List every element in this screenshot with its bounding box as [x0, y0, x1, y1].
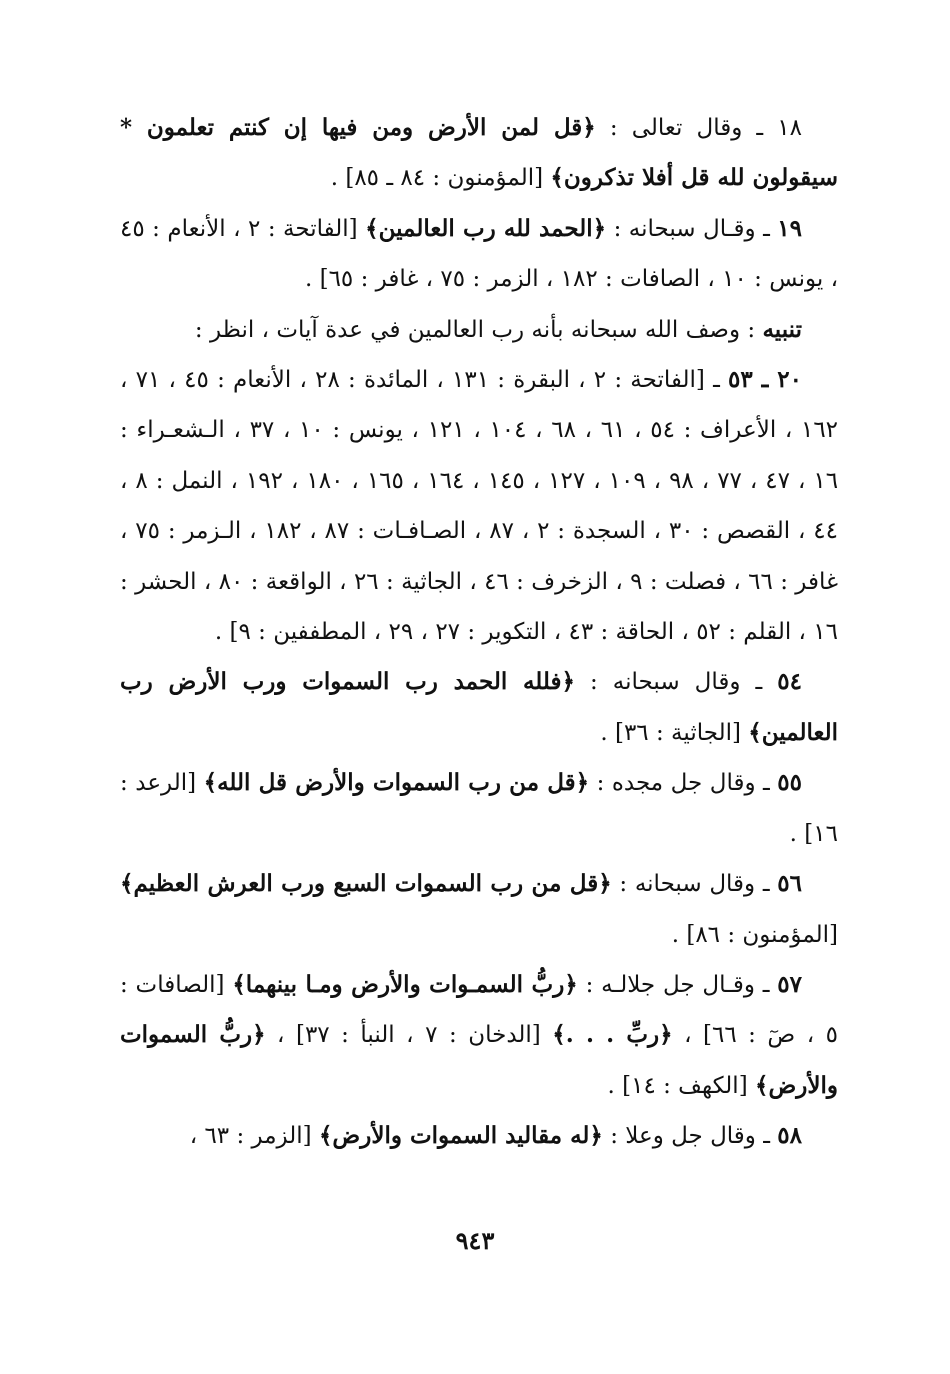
- page-number: ٩٤٣: [455, 1226, 495, 1255]
- bold-text-segment: تنبيه: [762, 315, 802, 343]
- text-segment: ـ وقـال سبحانه :: [606, 215, 778, 242]
- text-segment: [الكهف : ١٤] .: [607, 1072, 755, 1099]
- bold-text-segment: ﴿ربِّ . . .﴾: [552, 1021, 673, 1049]
- text-segment: [الدخان : ٧ ، النبأ : ٣٧] ،: [265, 1022, 553, 1049]
- page-body: [120, 103, 838, 1162]
- text-segment: ـ وقال جل وعلا :: [602, 1123, 778, 1150]
- text-segment: [المؤمنون : ٨٦] .: [671, 921, 838, 948]
- bold-text-segment: ٥٤: [777, 668, 802, 696]
- paragraph: [120, 204, 838, 305]
- paragraph: [120, 960, 838, 1111]
- text-segment: ـ وقال سبحانه :: [611, 871, 778, 898]
- text-segment: [المؤمنون : ٨٤ ـ ٨٥] .: [330, 165, 551, 192]
- paragraph: [120, 355, 838, 657]
- paragraph: [120, 1111, 838, 1161]
- bold-text-segment: ٢٠ ـ ٥٣: [728, 366, 802, 394]
- text-segment: ـ وقال جل مجده :: [589, 770, 778, 797]
- bold-text-segment: ﴿قل من رب السموات والأرض قل الله﴾: [203, 769, 590, 797]
- bold-text-segment: ﴿الحمد لله رب العالمين﴾: [365, 214, 607, 242]
- text-segment: [الزمر : ٦٣ ،: [189, 1123, 319, 1150]
- paragraph: [120, 103, 838, 204]
- text-segment: ـ [الفاتحة : ٢ ، البقرة : ١٣١ ، المائدة : ٢٨ ، الأنعام : ٤٥ ، ٧١ ، ١٦٢ ، الأعراف : ٥٤ ، ٦١ ، ٦٨ ، ١٠٤ ، ١٢١ ، يونس : ١٠ ، ٣٧ ، الـشعـراء : ١٦ ، ٤٧ ، ٧٧ ، ٩٨ ، ١٠٩ ، ١٢٧ ، ١٤٥ ، ١٦٤ ، ١٦٥ ، ١٨٠ ، ١٩٢ ، النمل : ٨ ، ٤٤ ، القصص : ٣٠ ، السجدة : ٢ ، ٨٧ ، الصـافـات : ٨٧ ، ١٨٢ ، الـزمر : ٧٥ ، غافر : ٦٦ ، فصلت : ٩ ، الزخرف : ٤٦ ، الجاثية : ٢٦ ، الواقعة : ٨٠ ، الحشر : ١٦ ، القلم : ٥٢ ، الحاقة : ٤٣ ، التكوير : ٢٧ ، ٢٩ ، المطففين : ٩] .: [120, 367, 839, 646]
- bold-text-segment: ١٩: [777, 214, 802, 242]
- paragraph: [120, 859, 838, 960]
- bold-text-segment: ٥٥: [777, 769, 802, 797]
- bold-text-segment: ﴿ربُّ السمـوات والأرض ومـا بينهما﴾: [232, 970, 578, 998]
- text-segment: : وصف الله سبحانه بأنه رب العالمين في عدة آيات ، انظر :: [194, 316, 763, 343]
- text-segment: [الفاتحة : ٢ ، الأنعام : ٤٥ ، يونس : ١٠ ، الصافات : ١٨٢ ، الزمر : ٧٥ ، غافر : ٦٥] .: [120, 215, 838, 293]
- bold-text-segment: ﴿قل لمن الأرض ومن فيها إن كنتم تعلمون * سيقولون لله قل أفلا تذكرون﴾: [120, 114, 838, 192]
- text-segment: ـ وقـال جل جلالـه :: [577, 971, 778, 998]
- bold-text-segment: ﴿له مقاليد السموات والأرض﴾: [318, 1122, 603, 1150]
- bold-text-segment: ﴿ربُّ السموات والأرض﴾: [120, 1021, 838, 1099]
- bold-text-segment: ٥٦: [777, 870, 802, 898]
- text-segment: [الجاثية : ٣٦] .: [600, 719, 749, 746]
- bold-text-segment: ٥٧: [777, 970, 802, 998]
- bold-text-segment: ﴿فلله الحمد رب السموات ورب الأرض رب العالمين﴾: [120, 668, 838, 746]
- text-segment: ـ وقال سبحانه :: [574, 669, 778, 696]
- paragraph: [120, 305, 838, 355]
- bold-text-segment: ٥٨: [777, 1122, 802, 1150]
- bold-text-segment: ﴿قل من رب السموات السبع ورب العرش العظيم﴾: [120, 870, 612, 898]
- text-segment: [الصافات : ٥ ، صٓ : ٦٦] ،: [120, 971, 838, 1049]
- paragraph: [120, 758, 838, 859]
- text-segment: ١٨ ـ وقال تعالى :: [595, 115, 802, 141]
- paragraph: [120, 657, 838, 758]
- text-segment: [الرعد : ١٦] .: [120, 770, 838, 847]
